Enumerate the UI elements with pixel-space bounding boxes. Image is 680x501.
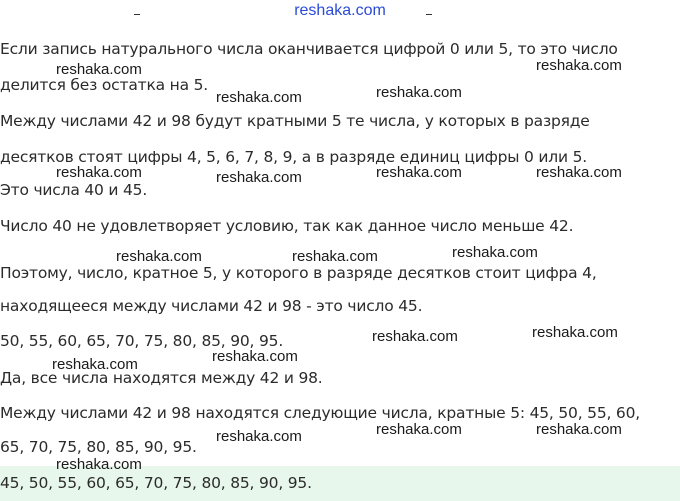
watermark-text: reshaka.com <box>376 164 462 181</box>
solution-line: Да, все числа находятся между 42 и 98. <box>0 369 323 387</box>
watermark-text: reshaka.com <box>376 421 462 438</box>
watermark-text: reshaka.com <box>56 61 142 78</box>
watermark-text: reshaka.com <box>536 164 622 181</box>
watermark-text: reshaka.com <box>56 456 142 473</box>
watermark-text: reshaka.com <box>536 57 622 74</box>
watermark-text: reshaka.com <box>216 89 302 106</box>
solution-line: находящееся между числами 42 и 98 - это число 45. <box>0 297 423 315</box>
decorative-tick-right <box>426 14 432 15</box>
solution-line: делится без остатка на 5. <box>0 76 208 94</box>
solution-line: Это числа 40 и 45. <box>0 181 148 199</box>
watermark-text: reshaka.com <box>216 428 302 445</box>
watermark-text: reshaka.com <box>216 169 302 186</box>
decorative-tick-left <box>134 14 140 15</box>
watermark-text: reshaka.com <box>452 244 538 261</box>
solution-line: Поэтому, число, кратное 5, у которого в разряде десятков стоит цифра 4, <box>0 264 597 282</box>
solution-line: десятков стоят цифры 4, 5, 6, 7, 8, 9, а в разряде единиц цифры 0 или 5. <box>0 148 587 166</box>
answer-line: 45, 50, 55, 60, 65, 70, 75, 80, 85, 90, 95. <box>0 474 312 492</box>
solution-line: Между числами 42 и 98 находятся следующие числа, кратные 5: 45, 50, 55, 60, <box>0 404 640 422</box>
watermark-text: reshaka.com <box>532 324 618 341</box>
watermark-text: reshaka.com <box>52 356 138 373</box>
solution-line: Между числами 42 и 98 будут кратными 5 те числа, у которых в разряде <box>0 112 590 130</box>
watermark-text: reshaka.com <box>372 328 458 345</box>
watermark-text: reshaka.com <box>376 84 462 101</box>
solution-line: Если запись натурального числа оканчивается цифрой 0 или 5, то это число <box>0 40 618 58</box>
watermark-text: reshaka.com <box>56 164 142 181</box>
solution-line: 65, 70, 75, 80, 85, 90, 95. <box>0 438 197 456</box>
watermark-text: reshaka.com <box>212 348 298 365</box>
watermark-text: reshaka.com <box>292 248 378 265</box>
solution-line: Число 40 не удовлетворяет условию, так как данное число меньше 42. <box>0 217 574 235</box>
watermark-text: reshaka.com <box>116 248 202 265</box>
watermark-text: reshaka.com <box>536 421 622 438</box>
site-header[interactable]: reshaka.com <box>294 2 386 19</box>
solution-line: 50, 55, 60, 65, 70, 75, 80, 85, 90, 95. <box>0 332 284 350</box>
